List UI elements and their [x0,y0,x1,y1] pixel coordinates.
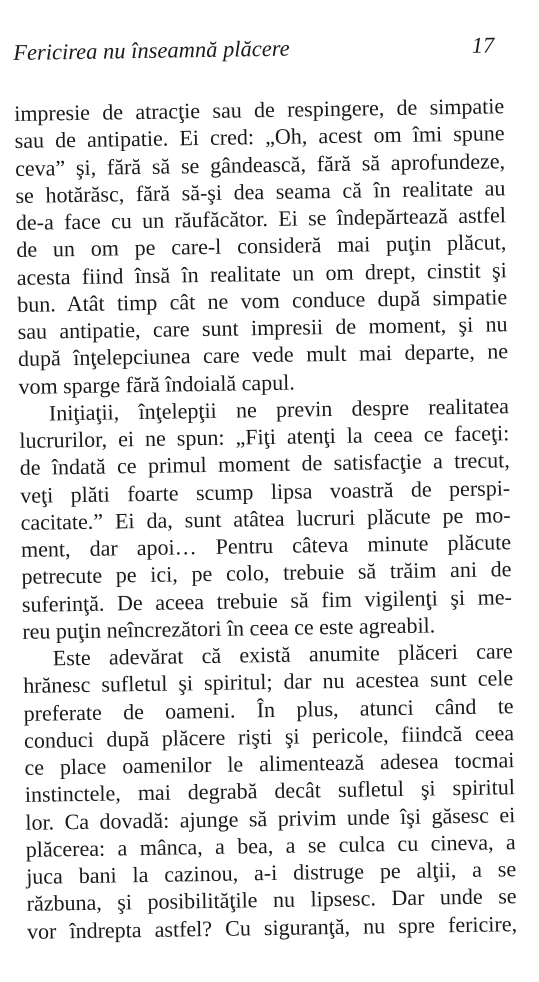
text-line: suferinţă. De aceea trebuie să fim vigilenţi şi me- [21,583,513,617]
text-line: impresie de atracţie sau de respingere, de simpatie [14,93,505,126]
text-line: lucrurilor, ei ne spun: „Fiţi atenţi la ceea ce faceţi: [19,420,510,453]
text-line: vor îndrepta astfel? Cu siguranţă, nu spre fericire, [26,910,518,944]
text-line: instinctele, mai degrabă decât sufletul şi spiritul [24,774,516,808]
text-line: de-a face cu un răufăcător. Ei se îndepărtează astfel [15,202,507,235]
text-line: cacitate.” Ei da, sunt atâtea lucruri plăcute pe mo- [20,501,511,535]
text-line: hrănesc sufletul şi spiritul; dar nu acestea sunt cele [23,665,514,699]
text-line: se hotărăsc, fără să-şi dea seama că în realitate au [15,175,506,208]
text-line: petrecute pe ici, pe colo, trebuie să trăim ani de [21,556,512,590]
text-line: după înţelepciunea care vede mult mai departe, ne [17,338,509,372]
text-line: de îndată ce primul moment de satisfacţie a trecut, [19,447,510,481]
text-line: bun. Atât timp cât ne vom conduce după simpatie [17,284,508,317]
text-line: ment, dar apoi… Pentru câteva minute plăcute [20,529,512,562]
text-line: reu puţin neîncrezători în ceea ce este agreabil. [22,612,436,644]
text-line: conduci după plăcere rişti şi pericole, fiindcă ceea [23,719,515,753]
text-line: preferate de oameni. În plus, atunci când te [23,692,514,726]
text-line: de un om pe care-l consideră mai puţin plăcut, [16,229,507,263]
text-line: sau antipatie, care sunt impresii de moment, şi nu [17,311,508,344]
text-line: plăcerea: a mânca, a bea, a se culca cu cineva, a [25,828,516,862]
page-header [13,32,494,70]
text-line: Iniţiaţii, înţelepţii ne previn despre realitatea [48,392,510,426]
text-line: vom sparge fără îndoială capul. [18,369,295,399]
page-number: 17 [471,32,495,58]
body-text [14,92,517,944]
text-line: ceva” şi, fără să se gândească, fără să aprofundeze, [14,147,506,181]
text-line: sau de antipatie. Ei cred: „Oh, acest om îmi spune [14,120,505,154]
text-line: lor. Ca dovadă: ajunge să privim unde îşi găsesc ei [25,801,516,835]
text-line: ce place oamenilor le alimentează adesea tocmai [24,747,515,780]
text-line: veţi plăti foarte scump lipsa voastră de perspi- [20,474,511,508]
text-line: acesta fiind însă în realitate un om drept, cinstit şi [16,256,507,290]
text-line: juca bani la cazinou, a-i distruge pe alţii, a se [25,856,517,889]
text-line: răzbuna, şi posibilităţile nu lipsesc. Dar unde se [26,883,517,917]
running-title: Fericirea nu înseamnă plăcere [13,35,290,65]
text-line: Este adevărat că există anumite plăceri care [52,638,513,671]
